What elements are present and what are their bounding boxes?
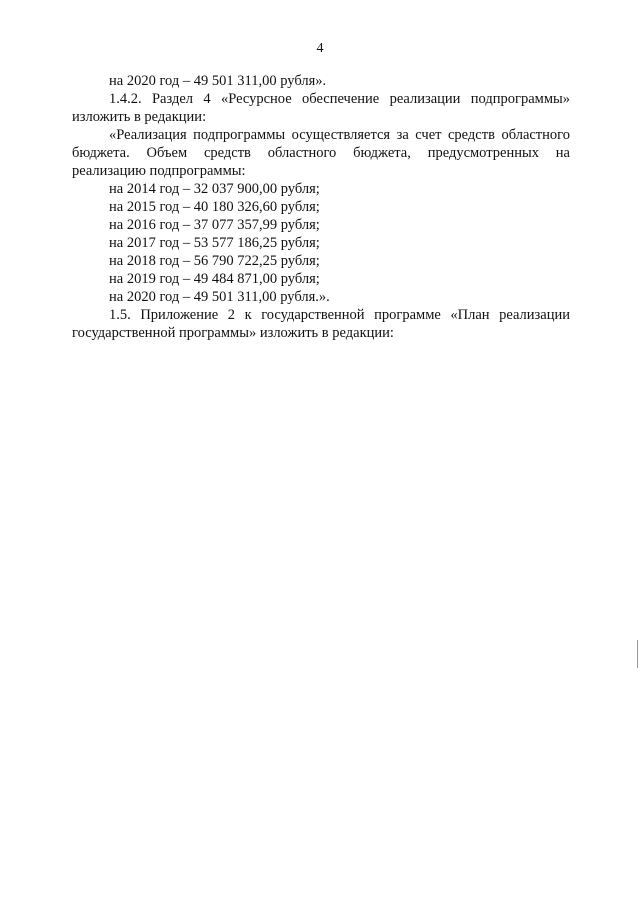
funding-line-2014: на 2014 год – 32 037 900,00 рубля; [109,181,320,197]
text-line-section-4-heading: 1.4.2. Раздел 4 «Ресурсное обеспечение реализации подпрограммы» [109,91,570,107]
page-number: 4 [316,41,324,56]
funding-line-2020: на 2020 год – 49 501 311,00 рубля.». [109,289,330,305]
funding-line-2019: на 2019 год – 49 484 871,00 рубля; [109,271,320,287]
funding-line-2017: на 2017 год – 53 577 186,25 рубля; [109,235,320,251]
text-line-budget-volume: бюджета. Объем средств областного бюджета, предусмотренных на [72,145,570,161]
text-line-subprogram-implementation: реализацию подпрограммы: [72,163,246,179]
paragraph-funding-intro [72,126,570,144]
text-line-plan-edit-instruction: государственной программы» изложить в редакции: [72,325,394,341]
funding-line-2016: на 2016 год – 37 077 357,99 рубля; [109,217,320,233]
text-line-2020-previous: на 2020 год – 49 501 311,00 рубля». [109,73,327,89]
funding-line-2015: на 2015 год – 40 180 326,60 рубля; [109,199,320,215]
text-line-appendix-2: 1.5. Приложение 2 к государственной программе «План реализации [109,307,570,323]
paragraph-1-5 [72,306,570,324]
funding-line-2018: на 2018 год – 56 790 722,25 рубля; [109,253,320,269]
document-body [72,72,570,342]
paragraph-1-4-2 [72,90,570,108]
scan-edge-mark [637,640,638,668]
text-line-funding-source: «Реализация подпрограммы осуществляется за счет средств областного [109,127,570,143]
text-line-edit-instruction: изложить в редакции: [72,109,207,125]
